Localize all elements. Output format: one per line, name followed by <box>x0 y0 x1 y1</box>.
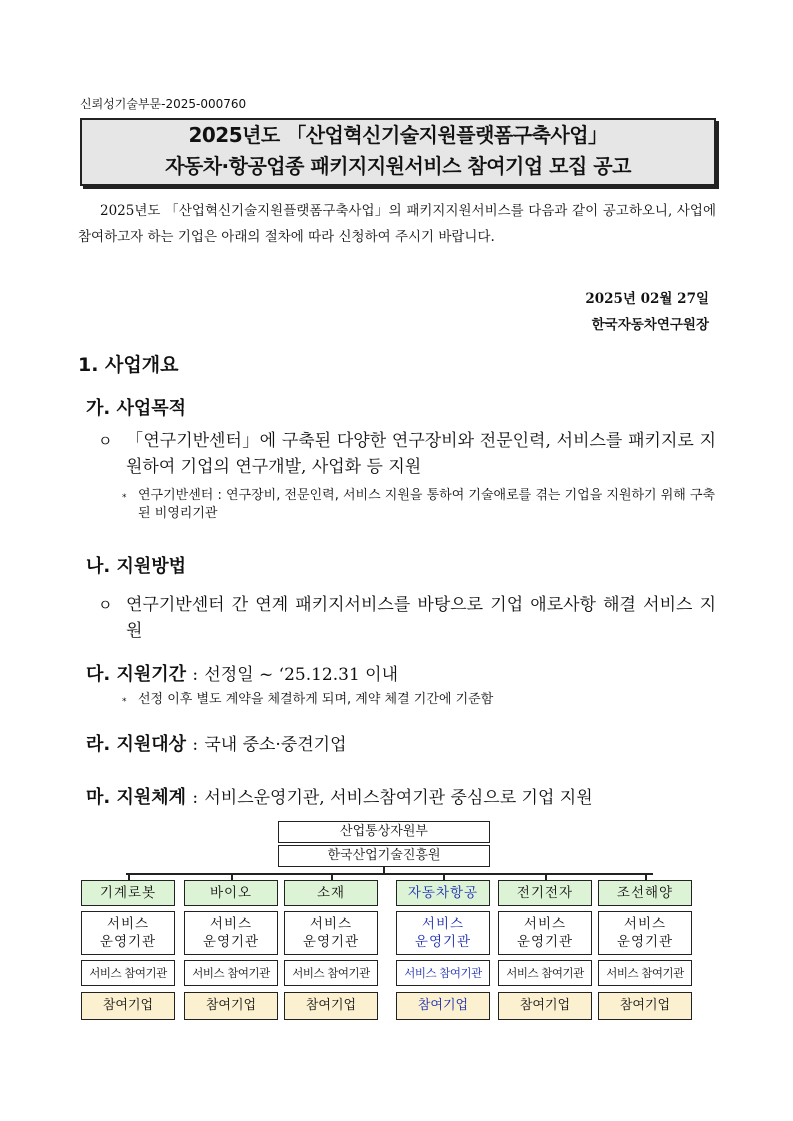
sector-name: 전기전자 <box>498 880 592 906</box>
connector-line <box>231 873 233 880</box>
section-ra-value: 국내 중소·중견기업 <box>204 735 347 755</box>
sector-company: 참여기업 <box>498 992 592 1020</box>
section-da-value: 선정일 ~ ‘25.12.31 이내 <box>204 665 399 685</box>
org-top-ministry: 산업통상자원부 <box>278 821 490 843</box>
connector-line <box>126 873 653 875</box>
section-na-heading: 나. 지원방법 <box>86 556 187 577</box>
section-ma-label: 마. 지원체계 <box>86 787 187 808</box>
announcement-date: 2025년 02월 27일 <box>585 291 709 307</box>
section-da-heading <box>86 660 398 686</box>
section-1-heading: 1. 사업개요 <box>78 354 179 376</box>
org-second-agency: 한국산업기술진흥원 <box>278 845 490 867</box>
colon: : <box>192 665 199 685</box>
section-ga-note <box>122 487 718 523</box>
title-line-1: 2025년도 「산업혁신기술지원플랫폼구축사업」 <box>188 123 608 147</box>
sector-operator: 서비스 운영기관 <box>498 911 592 955</box>
section-na-bullet-text: 연구기반센터 간 연계 패키지서비스를 바탕으로 기업 애로사항 해결 서비스 지원 <box>126 595 716 641</box>
connector-line <box>443 873 445 880</box>
bullet-mark: ㅇ <box>98 596 113 614</box>
sector-operator: 서비스 운영기관 <box>184 911 278 955</box>
section-ma-value: 서비스운영기관, 서비스참여기관 중심으로 기업 지원 <box>204 788 593 808</box>
section-ma-heading <box>86 783 593 809</box>
title-line-2: 자동차·항공업종 패키지지원서비스 참여기업 모집 공고 <box>165 154 631 178</box>
section-da-label: 다. 지원기간 <box>86 664 187 685</box>
section-ga-bullet <box>98 428 716 480</box>
colon: : <box>192 735 199 755</box>
sector-participant: 서비스 참여기관 <box>498 960 592 986</box>
sector-name: 기계로봇 <box>81 880 175 906</box>
connector-line <box>128 873 130 880</box>
note-mark: * <box>122 493 127 503</box>
title-box <box>80 118 716 186</box>
connector-line <box>645 873 647 880</box>
sector-company: 참여기업 <box>81 992 175 1020</box>
section-na-bullet <box>98 592 716 644</box>
sector-participant: 서비스 참여기관 <box>598 960 692 986</box>
section-ra-heading <box>86 730 347 756</box>
sector-operator: 서비스 운영기관 <box>396 911 490 955</box>
sector-participant: 서비스 참여기관 <box>396 960 490 986</box>
section-ra-label: 라. 지원대상 <box>86 734 187 755</box>
note-mark: * <box>122 697 127 707</box>
sector-operator: 서비스 운영기관 <box>81 911 175 955</box>
intro-paragraph: 2025년도 「산업혁신기술지원플랫폼구축사업」의 패키지지원서비스를 다음과 같이 공고하오니, 사업에 참여하고자 하는 기업은 아래의 절차에 따라 신청하여 주시기 바랍니다. <box>78 203 716 245</box>
sector-participant: 서비스 참여기관 <box>184 960 278 986</box>
sector-company: 참여기업 <box>184 992 278 1020</box>
section-ga-note-text: 연구기반센터 : 연구장비, 전문인력, 서비스 지원을 통하여 기술애로를 겪는 기업을 지원하기 위해 구축된 비영리기관 <box>138 488 716 521</box>
sector-name: 바이오 <box>184 880 278 906</box>
bullet-mark: ㅇ <box>98 432 113 450</box>
sector-name: 조선해양 <box>598 880 692 906</box>
sector-name: 소재 <box>284 880 378 906</box>
connector-line <box>331 873 333 880</box>
colon: : <box>192 788 199 808</box>
section-da-note-text: 선정 이후 별도 계약을 체결하게 되며, 계약 체결 기간에 기준함 <box>138 692 494 707</box>
sector-name: 자동차항공 <box>396 880 490 906</box>
sector-operator: 서비스 운영기관 <box>284 911 378 955</box>
section-da-note <box>122 691 718 709</box>
sector-company: 참여기업 <box>598 992 692 1020</box>
document-number: 신뢰성기술부문-2025-000760 <box>80 97 247 111</box>
section-ga-bullet-text: 「연구기반센터」에 구축된 다양한 연구장비와 전문인력, 서비스를 패키지로 지원하여 기업의 연구개발, 사업화 등 지원 <box>126 431 716 477</box>
connector-line <box>545 873 547 880</box>
section-ga-heading: 가. 사업목적 <box>86 398 187 419</box>
sector-company: 참여기업 <box>396 992 490 1020</box>
sector-participant: 서비스 참여기관 <box>81 960 175 986</box>
sector-operator: 서비스 운영기관 <box>598 911 692 955</box>
sector-company: 참여기업 <box>284 992 378 1020</box>
sector-participant: 서비스 참여기관 <box>284 960 378 986</box>
issuer-name: 한국자동차연구원장 <box>591 317 709 333</box>
